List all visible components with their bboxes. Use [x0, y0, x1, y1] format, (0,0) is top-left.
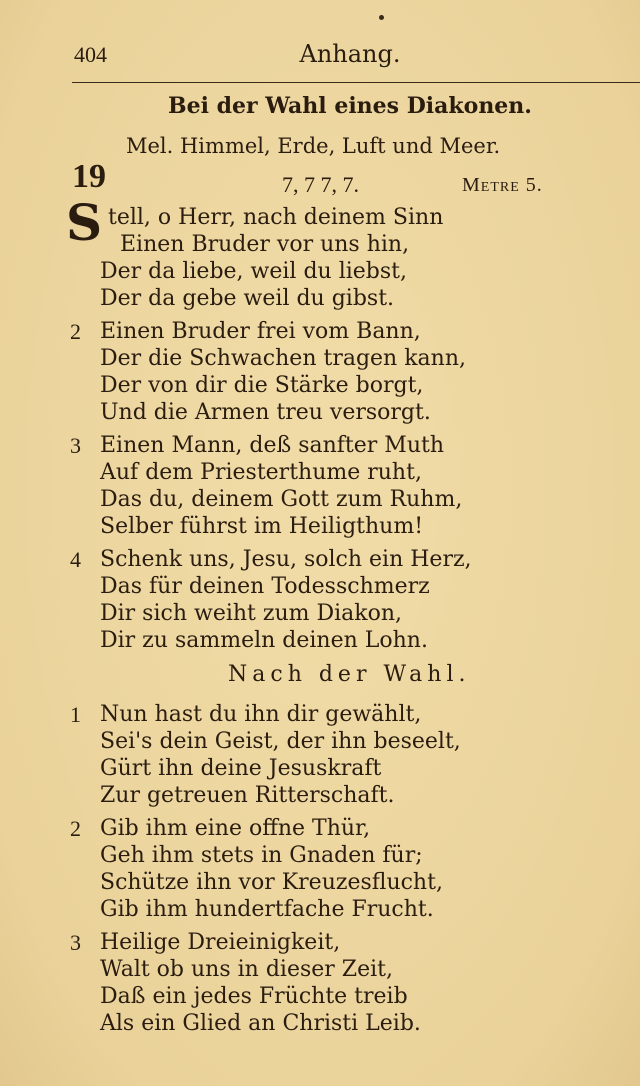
stanza-number: 4 — [70, 547, 81, 572]
stanza — [70, 701, 461, 809]
section-subtitle: Nach der Wahl. — [228, 662, 471, 687]
header-rule — [72, 82, 640, 83]
stanza — [70, 929, 421, 1037]
verse-line: Heilige Dreieinigkeit, — [100, 930, 341, 955]
verse-line: Als ein Glied an Christi Leib. — [100, 1011, 421, 1036]
stanza — [70, 546, 472, 654]
verse-line: Das du, deinem Gott zum Ruhm, — [100, 487, 463, 512]
stanza-number: 2 — [70, 319, 81, 344]
stanza — [70, 318, 466, 426]
page-number: 404 — [74, 42, 107, 67]
hymn-number: 19 — [72, 158, 106, 195]
verse-line: Schütze ihn vor Kreuzesflucht, — [100, 870, 443, 895]
verse-line: Schenk uns, Jesu, solch ein Herz, — [100, 547, 472, 572]
verse-line: tell, o Herr, nach deinem Sinn — [108, 205, 444, 230]
melody-line: Mel. Himmel, Erde, Luft und Meer. — [126, 134, 501, 158]
verse-line: Gürt ihn deine Jesuskraft — [100, 756, 382, 781]
verse-line: Gib ihm hundertfache Frucht. — [100, 897, 434, 922]
verse-line: Geh ihm stets in Gnaden für; — [100, 843, 423, 868]
stanza — [70, 815, 443, 923]
meter: 7, 7 7, 7. — [282, 172, 359, 197]
running-title: Anhang. — [299, 40, 401, 68]
verse-line: Zur getreuen Ritterschaft. — [100, 783, 395, 808]
verse-line: Nun hast du ihn dir gewählt, — [100, 702, 422, 727]
hymn-title: Bei der Wahl eines Diakonen. — [168, 93, 532, 119]
verse-line: Dir sich weiht zum Diakon, — [100, 601, 403, 626]
verse-line: Daß ein jedes Früchte treib — [100, 984, 408, 1009]
verse-line: Und die Armen treu versorgt. — [100, 400, 431, 425]
stanza-number: 3 — [70, 433, 81, 458]
stanza-number: 3 — [70, 930, 81, 955]
verse-line: Der da gebe weil du gibst. — [100, 286, 395, 311]
verse-line: Einen Bruder frei vom Bann, — [100, 319, 421, 344]
verse-line: Der da liebe, weil du liebst, — [100, 259, 408, 284]
verse-line: Walt ob uns in dieser Zeit, — [100, 957, 393, 982]
metre-label: Metre 5. — [462, 174, 543, 196]
verse-line: Der die Schwachen tragen kann, — [100, 346, 466, 371]
ink-speck — [379, 15, 384, 20]
verse-line: Sei's dein Geist, der ihn beseelt, — [100, 729, 461, 754]
verse-line: Auf dem Priesterthume ruht, — [100, 460, 422, 485]
stanza — [66, 193, 444, 312]
stanza-number: 2 — [70, 816, 81, 841]
verse-line: Selber führst im Heiligthum! — [100, 514, 424, 539]
verse-line: Das für deinen Todesschmerz — [100, 574, 430, 599]
stanza-number: 1 — [70, 702, 81, 727]
verse-line: Dir zu sammeln deinen Lohn. — [100, 628, 428, 653]
drop-cap: S — [66, 193, 103, 252]
verse-line: Einen Mann, deß sanfter Muth — [100, 433, 444, 458]
stanza — [70, 432, 463, 540]
verse-line: Einen Bruder vor uns hin, — [120, 232, 410, 257]
verse-line: Der von dir die Stärke borgt, — [100, 373, 424, 398]
verse-line: Gib ihm eine offne Thür, — [100, 816, 371, 841]
